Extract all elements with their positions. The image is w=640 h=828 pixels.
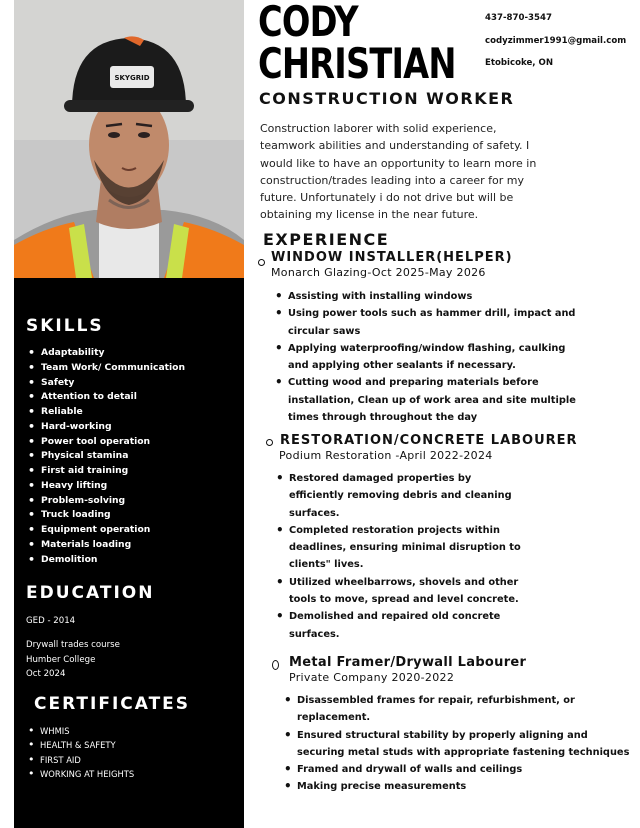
skill-item: • Materials loading bbox=[40, 538, 185, 553]
certificate-item: • WHMIS bbox=[40, 724, 134, 738]
skills-heading: SKILLS bbox=[26, 316, 104, 336]
duty-item: • Assisting with installing windows bbox=[288, 288, 576, 305]
duty-item: • Utilized wheelbarrows, shovels and other bbox=[289, 574, 521, 591]
skill-item: • Problem-solving bbox=[40, 494, 185, 509]
duty-item-continuation: surfaces. bbox=[289, 507, 340, 519]
skill-item: • First aid training bbox=[40, 464, 185, 479]
last-name: CHRISTIAN bbox=[258, 39, 456, 88]
skill-item: • Physical stamina bbox=[40, 449, 185, 464]
duty-item: • Demolished and repaired old concrete bbox=[289, 608, 521, 625]
skill-item: • Truck loading bbox=[40, 508, 185, 523]
certificate-item: • HEALTH & SAFETY bbox=[40, 738, 134, 752]
skill-item: • Reliable bbox=[40, 405, 185, 420]
certificate-item: • WORKING AT HEIGHTS bbox=[40, 767, 134, 781]
duty-item: • Making precise measurements bbox=[297, 778, 629, 795]
left-sidebar bbox=[14, 0, 244, 828]
profile-photo bbox=[14, 0, 244, 278]
skills-list bbox=[40, 346, 185, 567]
job-1-duties bbox=[288, 288, 576, 426]
first-name: CODY bbox=[258, 0, 358, 46]
education-course: Drywall trades course bbox=[26, 640, 120, 650]
education-ged: GED - 2014 bbox=[26, 616, 76, 626]
skill-item: • Power tool operation bbox=[40, 435, 185, 450]
job-marker-icon bbox=[272, 660, 279, 670]
email-address: codyzimmer1991@gmail.com bbox=[485, 36, 627, 46]
duty-item: • Framed and drywall of walls and ceilings bbox=[297, 761, 629, 778]
duty-item: • Using power tools such as hammer drill, impact and bbox=[288, 305, 576, 322]
skill-item: • Equipment operation bbox=[40, 523, 185, 538]
duty-item-continuation: deadlines, ensuring minimal disruption to bbox=[289, 542, 521, 554]
duty-item: • Cutting wood and preparing materials before bbox=[288, 374, 576, 391]
job-marker-icon bbox=[258, 259, 265, 266]
skill-item: • Hard-working bbox=[40, 420, 185, 435]
skill-item: • Attention to detail bbox=[40, 390, 185, 405]
education-school: Humber College bbox=[26, 655, 96, 665]
duty-item-continuation: efficiently removing debris and cleaning bbox=[289, 490, 512, 502]
location: Etobicoke, ON bbox=[485, 58, 554, 68]
skill-item: • Team Work/ Communication bbox=[40, 361, 185, 376]
phone-number: 437-870-3547 bbox=[485, 13, 552, 23]
job-marker-icon bbox=[266, 439, 273, 446]
summary-paragraph: Construction laborer with solid experience, teamwork abilities and understanding of safety. I would like to have an opportunity to learn more in construction/trades leading into a career for my future. Unfortunately i do not drive but will be obtaining my license in the near future. bbox=[260, 122, 537, 222]
skill-item: • Adaptability bbox=[40, 346, 185, 361]
skill-item: • Heavy lifting bbox=[40, 479, 185, 494]
certificates-heading: CERTIFICATES bbox=[34, 694, 191, 714]
skill-item: • Demolition bbox=[40, 553, 185, 568]
duty-item: • Disassembled frames for repair, refurbishment, or bbox=[297, 692, 629, 709]
job-2-title: RESTORATION/CONCRETE LABOURER bbox=[280, 433, 578, 448]
job-3-duties bbox=[297, 692, 629, 796]
certificate-item: • FIRST AID bbox=[40, 753, 134, 767]
job-2-subtitle: Podium Restoration -April 2022-2024 bbox=[279, 449, 493, 462]
duty-item-continuation: clients" lives. bbox=[289, 559, 364, 571]
portrait-illustration bbox=[14, 0, 244, 278]
duty-item: • Restored damaged properties by bbox=[289, 470, 521, 487]
duty-item-continuation: and applying other sealants if necessary. bbox=[288, 360, 516, 372]
job-2-duties bbox=[289, 470, 521, 643]
duty-item: • Ensured structural stability by properly aligning and bbox=[297, 727, 629, 744]
duty-item-continuation: securing metal studs with appropriate fastening techniques bbox=[297, 746, 630, 758]
duty-item: • Completed restoration projects within bbox=[289, 522, 521, 539]
education-heading: EDUCATION bbox=[26, 583, 155, 603]
duty-item-continuation: tools to move, spread and level concrete. bbox=[289, 594, 519, 606]
job-3-subtitle: Private Company 2020-2022 bbox=[289, 671, 455, 684]
job-1-subtitle: Monarch Glazing-Oct 2025-May 2026 bbox=[271, 266, 486, 279]
duty-item-continuation: installation, Clean up of work area and site multiple bbox=[288, 394, 576, 406]
job-title: CONSTRUCTION WORKER bbox=[259, 89, 515, 108]
job-1-title: WINDOW INSTALLER(HELPER) bbox=[271, 250, 513, 265]
education-date: Oct 2024 bbox=[26, 669, 66, 679]
duty-item-continuation: surfaces. bbox=[289, 628, 340, 640]
duty-item: • Applying waterproofing/window flashing, caulking bbox=[288, 340, 576, 357]
duty-item-continuation: times through throughout the day bbox=[288, 412, 478, 424]
certificates-list bbox=[40, 724, 134, 781]
duty-item-continuation: replacement. bbox=[297, 712, 371, 724]
helmet-sticker-text: SKYGRID bbox=[114, 74, 150, 82]
skill-item: • Safety bbox=[40, 376, 185, 391]
experience-heading: EXPERIENCE bbox=[263, 230, 390, 249]
duty-item-continuation: circular saws bbox=[288, 325, 361, 337]
job-3-title: Metal Framer/Drywall Labourer bbox=[289, 655, 527, 670]
